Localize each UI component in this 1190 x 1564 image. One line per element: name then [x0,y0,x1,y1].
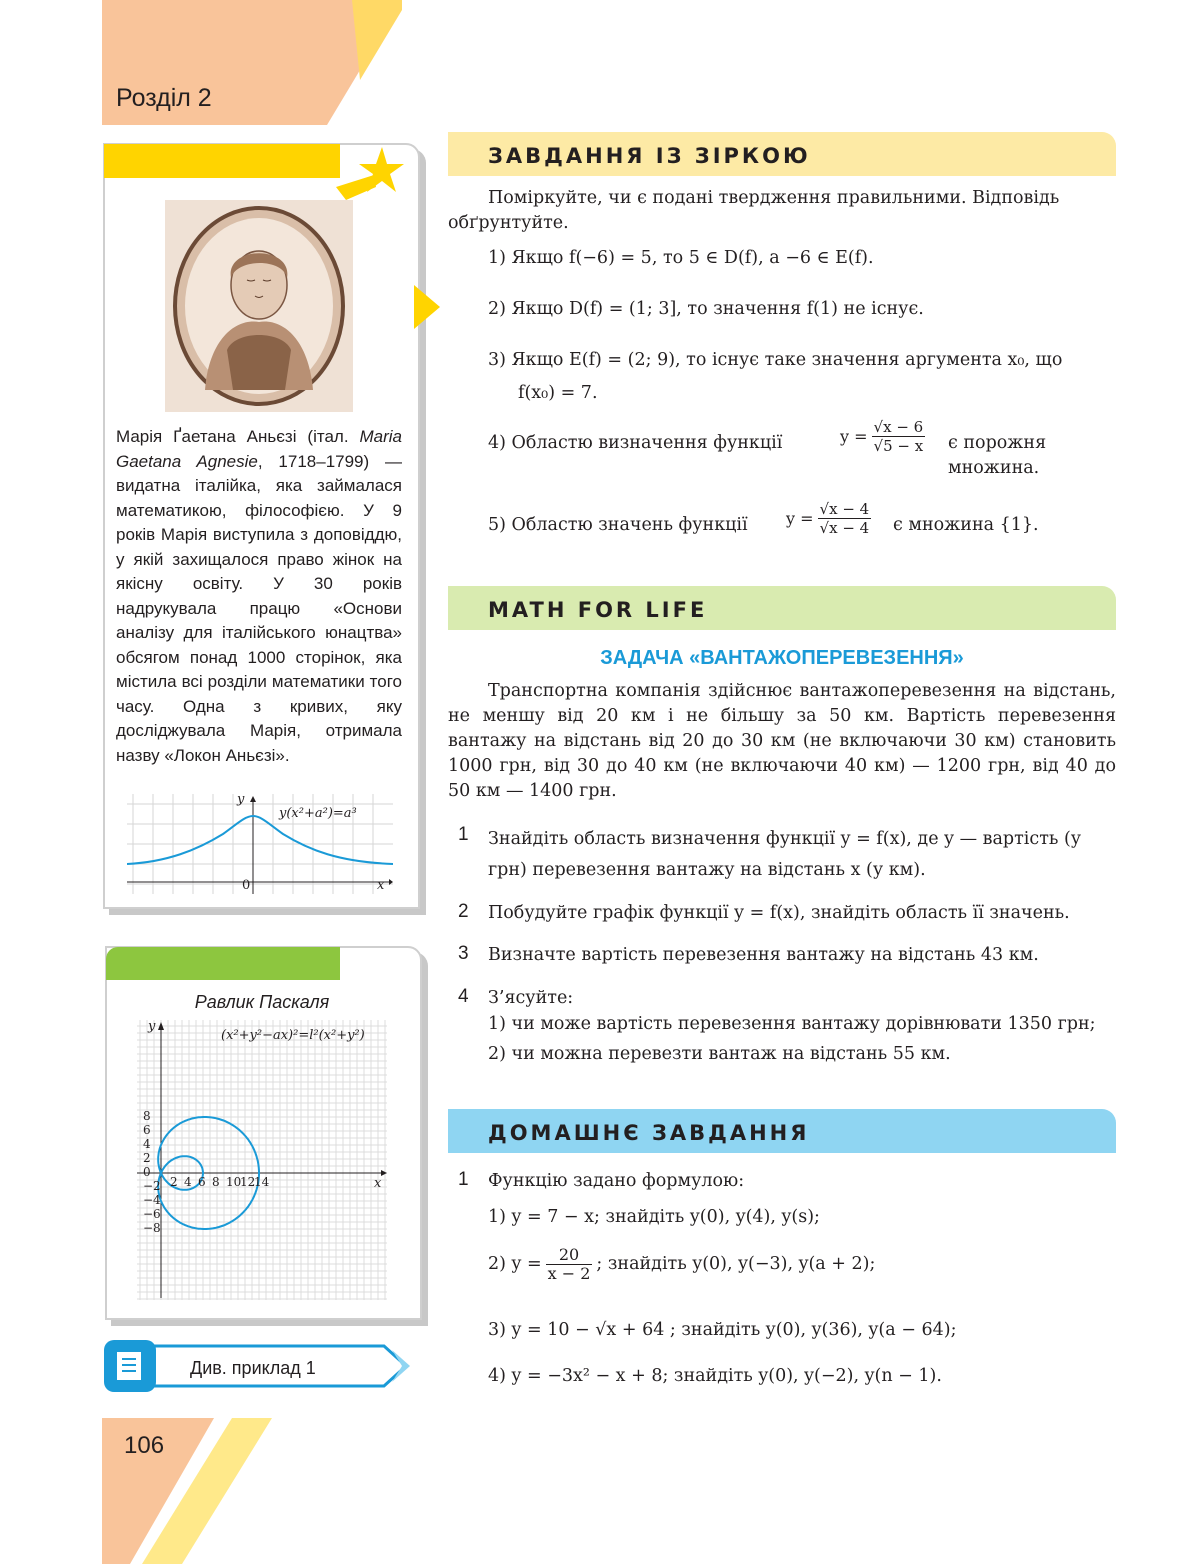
book-icon [114,1349,146,1383]
pascal-x-tick: 8 [212,1175,220,1189]
pascal-x-tick: 14 [254,1175,270,1189]
star-task-intro: Поміркуйте, чи є подані твердження правильними. Відповідь обґрунтуйте. [448,188,1060,233]
bio-text: Марія Ґаетана Аньєзі (італ. Maria Gaetana Agnesie, 1718–1799) — видатна італійка, яка займалася математикою, філософією. У 9 років Марія виступила з доповіддю, у якій захищалося право жінок на якісну освіту. У 30 років надрукувала працю «Основи аналізу для італійського юнацтва» обсягом понад 1000 сторінок, яка містила всі розділи математики того часу. Одна з кривих, яку досліджувала Марія, отримала назву «Локон Аньєзі». [116,427,402,765]
pascal-title: Равлик Паскаля [194,992,330,1012]
star-task-heading: ЗАВДАННЯ ІЗ ЗІРКОЮ [448,132,1116,176]
agnesi-y-label: y [237,792,245,807]
homework-heading: ДОМАШНЄ ЗАВДАННЯ [448,1109,1116,1153]
pascal-y-tick: 6 [143,1123,151,1137]
pascal-y-tick: 2 [143,1151,151,1165]
task-3-number: 3 [458,943,469,964]
task-2-number: 2 [458,901,469,922]
star-item-5-tail: є множина {1}. [893,515,1039,535]
pascal-y-tick: −4 [143,1193,161,1207]
star-item-4-formula: y = $\frac{√x - 6}{√5 - x}$ [840,418,924,455]
star-item-4: 4) Областю визначення функції [488,433,783,453]
pascal-x-tick: 10 [226,1175,242,1189]
pascal-y-tick: −8 [143,1221,161,1235]
pascal-x-tick: 12 [240,1175,256,1189]
task-1-text: Знайдіть область визначення функції y = f(x), де y — вартість (у грн) перевезення вантажу на відстань x (у км). [488,829,1082,880]
homework-item-4: 4) y = −3x² − x + 8; знайдіть y(0), y(−2), y(n − 1). [488,1366,942,1386]
star-item-3: 3) Якщо E(f) = (2; 9), то існує таке значення аргумента x₀, що [488,350,1063,370]
chapter-label: Розділ 2 [116,84,212,112]
star-item-5-formula: y = $\frac{√x - 4}{√x - 4}$ [786,500,870,537]
homework-item-3: 3) y = 10 − √x + 64 ; знайдіть y(0), y(36), y(a − 64); [488,1320,957,1340]
task-title: ЗАДАЧА «ВАНТАЖОПЕРЕВЕЗЕННЯ» [600,647,964,669]
agnesi-x-label: x [377,878,385,893]
star-item-2: 2) Якщо D(f) = (1; 3], то значення f(1) не існує. [488,299,924,319]
pascal-x-label: x [374,1176,382,1191]
task-paragraph: Транспортна компанія здійснює вантажоперевезення на відстань, не меншу від 20 км і не більшу за 50 км. Вартість перевезення вантажу на відстань від 20 до 30 км (не включаючи 30 км) становить 1000 грн, від 30 до 40 км (не включаючи 40 км) — 1200 грн, від 40 до 50 км — 1400 грн. [448,681,1116,801]
task-1-number: 1 [458,824,469,845]
pascal-y-tick: −2 [143,1179,161,1193]
task-4-text: З’ясуйте: [488,988,574,1008]
task-4-number: 4 [458,986,469,1007]
example-link[interactable]: Див. приклад 1 [190,1358,316,1378]
star-item-5: 5) Областю значень функції [488,515,748,535]
pascal-y-tick: 0 [143,1165,151,1179]
pascal-y-tick: −6 [143,1207,161,1221]
math-for-life-heading: MATH FOR LIFE [448,586,1116,630]
pascal-graph [137,1020,387,1300]
bio-card-header [104,144,340,178]
agnesi-origin: 0 [242,878,251,893]
pascal-x-tick: 2 [170,1175,178,1189]
pascal-y-label: y [148,1019,156,1034]
pascal-card-header [106,947,340,980]
task-3-text: Визначте вартість перевезення вантажу на відстань 43 км. [488,945,1039,965]
homework-intro: Функцію задано формулою: [488,1171,745,1191]
homework-number: 1 [458,1169,469,1190]
portrait-image [165,200,353,412]
star-item-4-tail: є порожня множина. [948,433,1047,478]
homework-item-1: 1) y = 7 − x; знайдіть y(0), y(4), y(s); [488,1207,820,1227]
pascal-y-tick: 4 [143,1137,151,1151]
agnesi-formula: y(x²+a²)=a³ [279,806,357,821]
pascal-x-tick: 6 [198,1175,206,1189]
pascal-y-tick: 8 [143,1109,151,1123]
homework-item-2: 2) y = $\frac{20}{x - 2}$ ; знайдіть y(0), y(−3), y(a + 2); [488,1245,876,1283]
star-icon [336,142,416,202]
pascal-formula: (x²+y²−ax)²=l²(x²+y²) [221,1028,365,1043]
task-2-text: Побудуйте графік функції y = f(x), знайдіть область її значень. [488,903,1070,923]
page-number: 106 [124,1432,165,1459]
pointer-triangle-icon [414,285,442,329]
task-4-sub-1: 1) чи може вартість перевезення вантажу дорівнювати 1350 грн; [488,1014,1096,1034]
pascal-x-tick: 4 [184,1175,192,1189]
star-item-3-cont: f(x₀) = 7. [518,383,598,403]
star-item-1: 1) Якщо f(−6) = 5, то 5 ∈ D(f), а −6 ∈ E(f). [488,248,874,268]
task-4-sub-2: 2) чи можна перевезти вантаж на відстань 55 км. [488,1044,951,1064]
